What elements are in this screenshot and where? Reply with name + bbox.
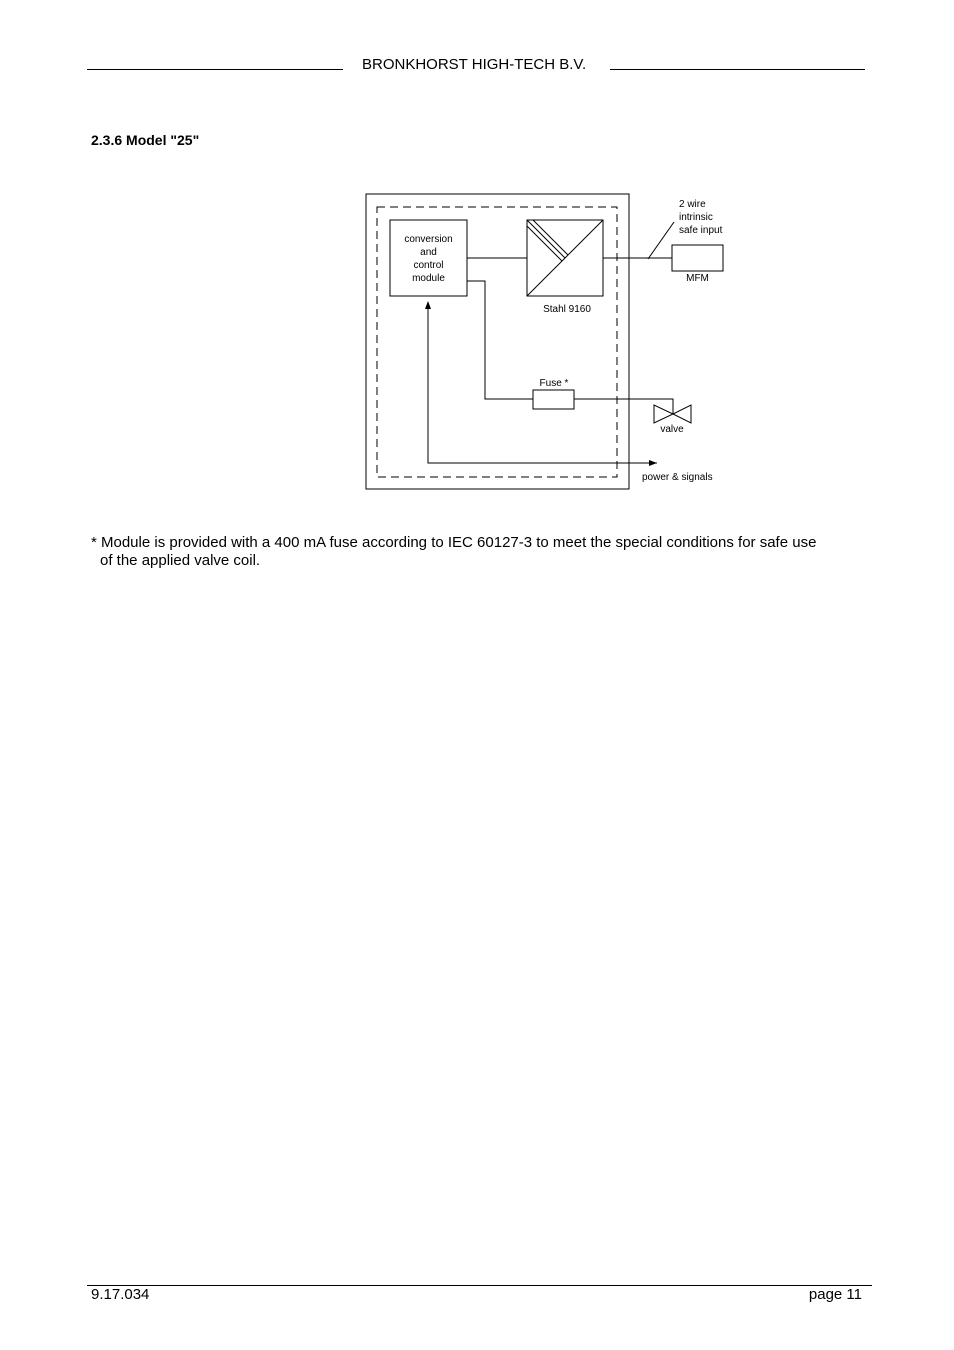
- input-label-line1: 2 wire: [679, 199, 706, 210]
- module-label-line4: module: [412, 273, 445, 284]
- stahl-label: Stahl 9160: [543, 304, 591, 315]
- mfm-label: MFM: [686, 273, 709, 284]
- valve-label: valve: [660, 424, 684, 435]
- stahl-barrier: [527, 220, 603, 296]
- power-signals-label: power & signals: [642, 472, 713, 483]
- module-label-line1: conversion: [404, 234, 453, 245]
- footnote-line2: of the applied valve coil.: [100, 552, 261, 569]
- module-fuse-wire: [467, 281, 533, 399]
- two-wire-slash: [648, 222, 674, 259]
- control-module-box: [390, 220, 467, 296]
- module-label-line3: control: [413, 260, 444, 271]
- footnote-line1: * Module is provided with a 400 mA fuse according to IEC 60127-3 to meet the special conditions for safe use: [91, 534, 817, 551]
- input-label-line2: intrinsic: [679, 212, 713, 223]
- power-signals-arrow-icon: [649, 460, 657, 466]
- footnote: [91, 534, 871, 570]
- footer-doc-number: 9.17.034: [91, 1286, 150, 1303]
- section-title: 2.3.6 Model "25": [91, 132, 200, 148]
- mfm-box: [672, 245, 723, 271]
- footer-page-number: page 11: [808, 1286, 862, 1303]
- input-label-line3: safe input: [679, 225, 723, 236]
- fuse-box: [533, 390, 574, 409]
- module-label-line2: and: [420, 247, 437, 258]
- header-company: BRONKHORST HIGH-TECH B.V.: [362, 56, 587, 73]
- footer-rule: [87, 1285, 872, 1286]
- fuse-label: Fuse *: [539, 378, 569, 389]
